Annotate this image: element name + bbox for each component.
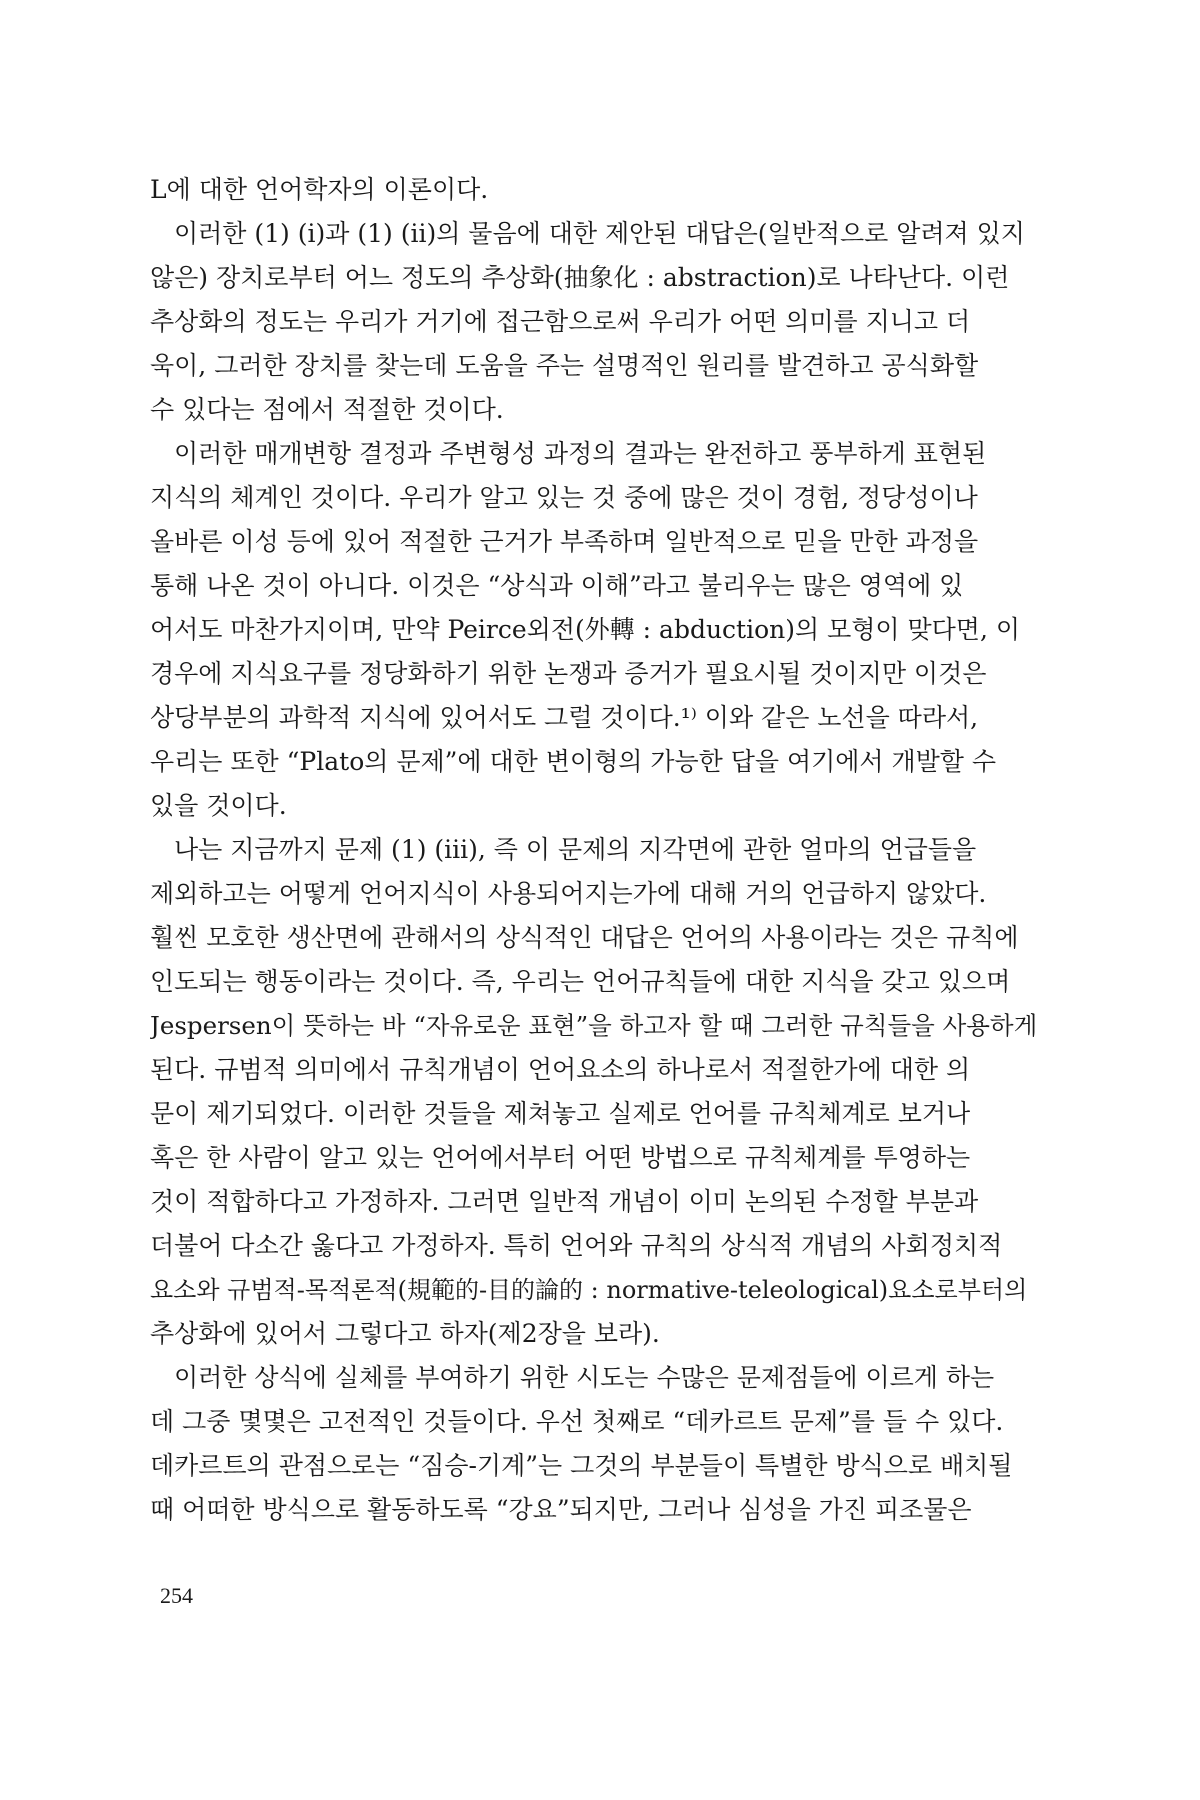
text-line: 이러한 매개변항 결정과 주변형성 과정의 결과는 완전하고 풍부하게 표현된 [174, 439, 987, 468]
text-line: 이러한 상식에 실체를 부여하기 위한 시도는 수많은 문제점들에 이르게 하는 [174, 1363, 995, 1392]
text-line: 것이 적합하다고 가정하자. 그러면 일반적 개념이 이미 논의된 수정할 부분과 [150, 1187, 979, 1216]
text-line: 나는 지금까지 문제 (1) (iii), 즉 이 문제의 지각면에 관한 얼마의 언급들을 [174, 835, 977, 864]
text-line: 수 있다는 점에서 적절한 것이다. [150, 395, 504, 424]
text-line: 추상화에 있어서 그렇다고 하자(제2장을 보라). [150, 1319, 660, 1348]
text-line: 어서도 마찬가지이며, 만약 Peirce외전(外轉 : abduction)의 모형이 맞다면, 이 [150, 615, 1020, 644]
text-line: 올바른 이성 등에 있어 적절한 근거가 부족하며 일반적으로 믿을 만한 과정을 [150, 527, 979, 556]
text-line: 추상화의 정도는 우리가 거기에 접근함으로써 우리가 어떤 의미를 지니고 더 [150, 307, 971, 336]
text-line: 문이 제기되었다. 이러한 것들을 제쳐놓고 실제로 언어를 규칙체계로 보거나 [150, 1099, 971, 1128]
text-line: 요소와 규범적-목적론적(規範的-目的論的 : normative-teleological)요소로부터의 [150, 1276, 1028, 1304]
text-line: 된다. 규범적 의미에서 규칙개념이 언어요소의 하나로서 적절한가에 대한 의 [150, 1055, 971, 1084]
text-line: 지식의 체계인 것이다. 우리가 알고 있는 것 중에 많은 것이 경험, 정당성이나 [150, 483, 978, 512]
text-line: 혹은 한 사람이 알고 있는 언어에서부터 어떤 방법으로 규칙체계를 투영하는 [150, 1143, 971, 1172]
text-line: 이러한 (1) (i)과 (1) (ii)의 물음에 대한 제안된 대답은(일반적으로 알려져 있지 [174, 219, 1025, 248]
text-line: Jespersen이 뜻하는 바 “자유로운 표현”을 하고자 할 때 그러한 규칙들을 사용하게 [150, 1011, 1038, 1040]
text-line: L에 대한 언어학자의 이론이다. [150, 175, 489, 204]
text-line: 훨씬 모호한 생산면에 관해서의 상식적인 대답은 언어의 사용이라는 것은 규칙에 [150, 923, 1019, 952]
text-line: 우리는 또한 “Plato의 문제”에 대한 변이형의 가능한 답을 여기에서 개발할 수 [150, 747, 997, 776]
text-line: 제외하고는 어떻게 언어지식이 사용되어지는가에 대해 거의 언급하지 않았다. [150, 879, 987, 908]
text-line: 상당부분의 과학적 지식에 있어서도 그럴 것이다.¹⁾ 이와 같은 노선을 따라서, [150, 703, 979, 732]
text-line: 때 어떠한 방식으로 활동하도록 “강요”되지만, 그러나 심성을 가진 피조물은 [150, 1495, 972, 1524]
text-line: 통해 나온 것이 아니다. 이것은 “상식과 이해”라고 불리우는 많은 영역에 있 [150, 571, 964, 600]
body-text [150, 168, 1040, 1532]
text-line: 욱이, 그러한 장치를 찾는데 도움을 주는 설명적인 원리를 발견하고 공식화할 [150, 351, 979, 380]
text-line: 인도되는 행동이라는 것이다. 즉, 우리는 언어규칙들에 대한 지식을 갖고 있으며 [150, 967, 1011, 996]
text-line: 있을 것이다. [150, 791, 287, 820]
text-line: 데 그중 몇몇은 고전적인 것들이다. 우선 첫째로 “데카르트 문제”를 들 수 있다. [150, 1407, 1004, 1436]
text-line: 경우에 지식요구를 정당화하기 위한 논쟁과 증거가 필요시될 것이지만 이것은 [150, 659, 987, 688]
text-line: 더불어 다소간 옳다고 가정하자. 특히 언어와 규칙의 상식적 개념의 사회정치적 [150, 1231, 1003, 1260]
page-number: 254 [160, 1583, 193, 1608]
text-line: 않은) 장치로부터 어느 정도의 추상화(抽象化 : abstraction)로 나타난다. 이런 [150, 263, 1010, 292]
text-line: 데카르트의 관점으로는 “짐승-기계”는 그것의 부분들이 특별한 방식으로 배치될 [150, 1451, 1013, 1480]
